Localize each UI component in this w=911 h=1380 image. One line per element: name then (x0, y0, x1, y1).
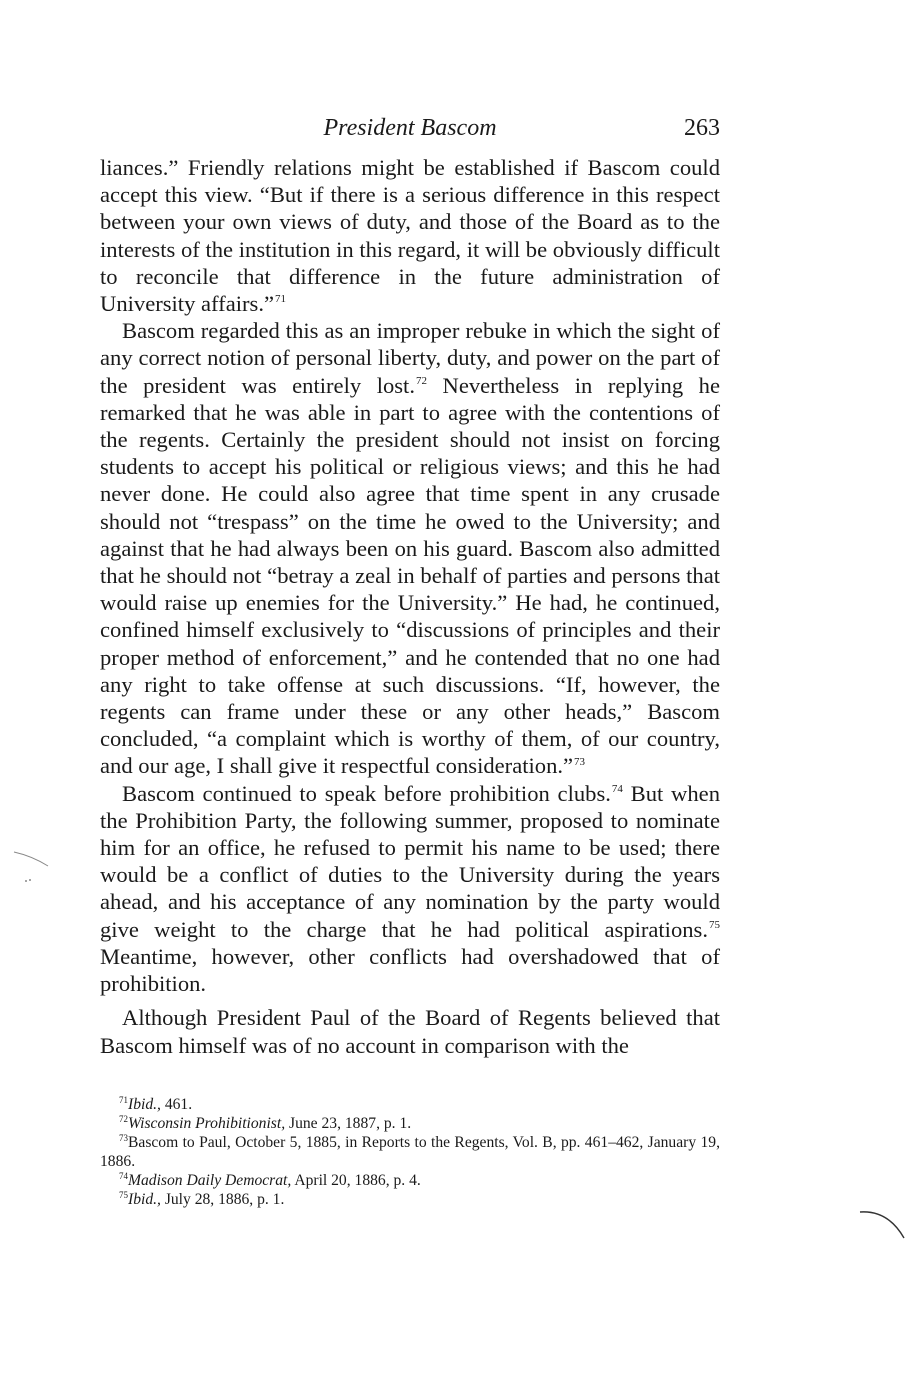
page-number: 263 (684, 115, 720, 141)
running-title: President Bascom (323, 115, 497, 141)
footnote-italic: Ibid., (128, 1096, 161, 1113)
footnote-ref: 74 (611, 783, 623, 796)
footnotes (100, 1095, 720, 1209)
text-run: Bascom continued to speak before prohibition clubs. (122, 780, 611, 806)
footnote-number: 72 (119, 1113, 128, 1124)
footnote-number: 73 (119, 1132, 128, 1143)
page-header (100, 112, 720, 144)
footnote-text: Bascom to Paul, October 5, 1885, in Reports to the Regents, Vol. B, pp. 461–462, January 19, 1886. (100, 1134, 720, 1170)
footnote-number: 71 (119, 1094, 128, 1105)
text-run: liances.” Friendly relations might be established if Bascom could accept this view. “But if there is a serious difference in this respect between your own views of duty, and those of the Board as to the interests of the institution in this regard, it will be obviously difficult to reconcile that difference in the future administration of University affairs.” (100, 155, 720, 317)
footnote-ref: 73 (574, 755, 586, 768)
footnote (100, 1095, 720, 1114)
footnote-italic: Madison Daily Democrat, (128, 1172, 292, 1189)
footnote-text: June 23, 1887, p. 1. (285, 1115, 412, 1132)
footnote-number: 74 (119, 1170, 128, 1181)
footnote (100, 1114, 720, 1133)
text-run: Although President Paul of the Board of Regents believed that Bascom himself was of no account in comparison with the (100, 1005, 720, 1058)
footnote-ref: 71 (275, 293, 286, 306)
paragraph (100, 1004, 720, 1058)
margin-scan-mark-right (858, 1208, 908, 1242)
footnote-ref: 75 (709, 919, 720, 932)
footnote-text: July 28, 1886, p. 1. (160, 1191, 285, 1208)
text-run: But when the Prohibition Party, the following summer, proposed to nominate him for an office, he refused to permit his name to be used; there would be a conflict of duties to the University during the years ahead, and his acceptance of any nomination by the party would give weight to the charge that he had political aspirations. (100, 780, 720, 942)
footnote-number: 75 (119, 1189, 128, 1200)
paragraph (100, 780, 720, 998)
footnote-ref: 72 (415, 375, 427, 388)
text-run: Nevertheless in replying he remarked that he was able in part to agree with the contentions of the regents. Certainly the president should not insist on forcing students to accept his political or religious views; and this he had never done. He could also agree that time spent in any crusade should not “trespass” on the time he owed to the University; and against that he had always been on his guard. Bascom also admitted that he should not “betray a zeal in behalf of parties and persons that would raise up enemies for the University.” He had, he continued, confined himself exclusively to “discussions of principles and their proper method of enforcement,” and he contended that no one had any right to take offense at such discussions. “If, however, the regents can frame under these or any other heads,” Bascom concluded, “a complaint which is worthy of them, of our country, and our age, I shall give it respectful consideration.” (100, 372, 720, 779)
footnote-text: April 20, 1886, p. 4. (291, 1172, 421, 1189)
footnote-text: 461. (160, 1096, 193, 1113)
paragraph (100, 317, 720, 779)
footnote-italic: Ibid., (128, 1191, 161, 1208)
footnote (100, 1171, 720, 1190)
margin-scan-mark-left (10, 848, 56, 888)
text-run: Meantime, however, other conflicts had overshadowed that of prohibition. (100, 943, 720, 997)
footnote-italic: Wisconsin Prohibitionist, (128, 1115, 286, 1132)
footnote (100, 1133, 720, 1171)
footnote (100, 1190, 720, 1209)
paragraph (100, 154, 720, 317)
body-text (100, 154, 720, 1059)
text-run: Bascom regarded this as an improper rebuke in which the sight of any correct notion of personal liberty, duty, and power on the part of the president was entirely lost. (100, 318, 720, 398)
